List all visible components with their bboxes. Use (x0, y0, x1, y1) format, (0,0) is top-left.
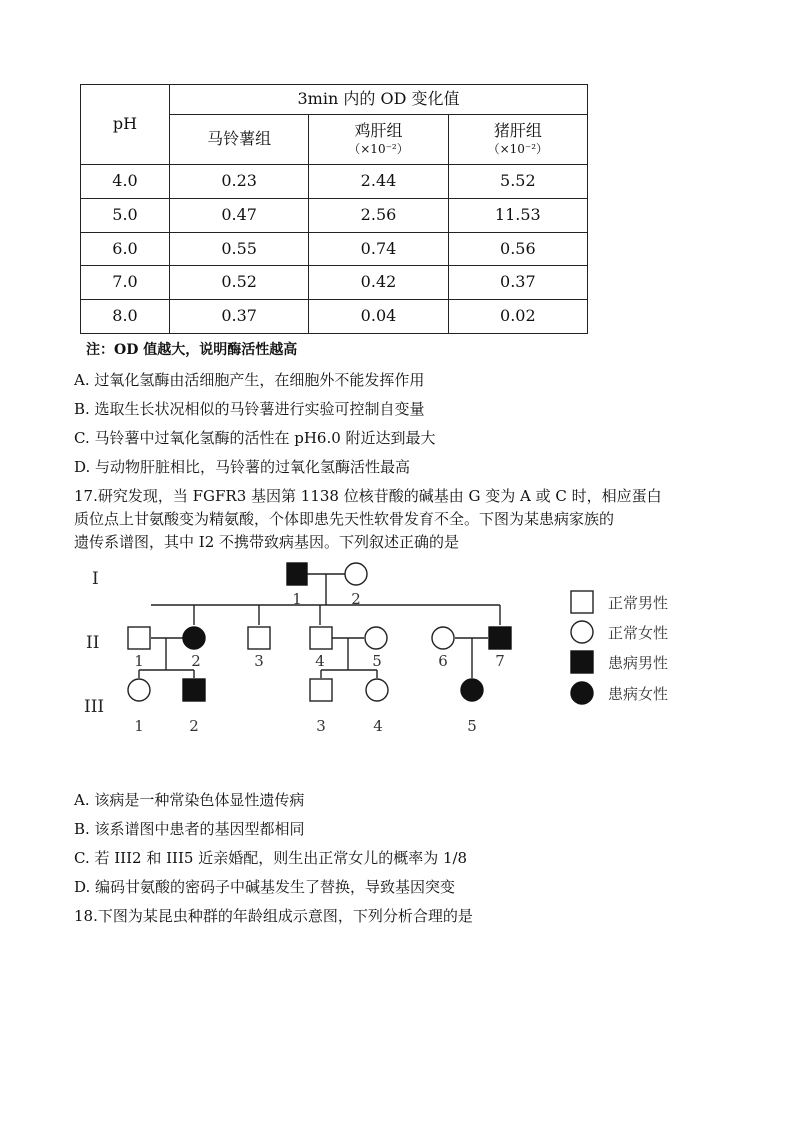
value-cell: 0.04 (309, 300, 448, 334)
normal-male-symbol (128, 627, 150, 649)
col-label: 鸡肝组 (354, 121, 403, 141)
table-row (81, 232, 588, 266)
normal-female-symbol (366, 679, 388, 701)
value-cell: 5.52 (448, 165, 587, 199)
col-pig-liver-header (448, 115, 587, 165)
value-cell: 0.42 (309, 266, 448, 300)
q17-option-b: B. 该系谱图中患者的基因型都相同 (74, 820, 305, 838)
pedigree-diagram (0, 560, 800, 750)
value-cell: 0.55 (170, 232, 309, 266)
table-row (81, 198, 588, 232)
affected-female-symbol (183, 627, 205, 649)
normal-female-symbol (365, 627, 387, 649)
individual-number: 1 (292, 590, 302, 608)
q17-option-d: D. 编码甘氨酸的密码子中碱基发生了替换，导致基因突变 (74, 878, 456, 896)
individual-number: 2 (191, 652, 201, 670)
generation-label: III (84, 697, 105, 717)
col-unit: （×10⁻²） (487, 142, 549, 157)
ph-cell: 7.0 (81, 266, 170, 300)
value-cell: 0.37 (448, 266, 587, 300)
q16-option-c: C. 马铃薯中过氧化氢酶的活性在 pH6.0 附近达到最大 (74, 429, 436, 447)
col-label: 猪肝组 (493, 121, 542, 141)
pedigree-svg (0, 560, 800, 750)
col-potato-header (170, 115, 309, 165)
normal-male-symbol (248, 627, 270, 649)
col-unit: （×10⁻²） (348, 142, 409, 157)
legend-normal-male-symbol (571, 591, 593, 613)
q18-stem: 18.下图为某昆虫种群的年龄组成示意图，下列分析合理的是 (74, 907, 473, 925)
generation-label: I (92, 569, 99, 589)
col-chicken-liver-header (309, 115, 448, 165)
individual-number: 7 (495, 652, 505, 670)
individual-number: 4 (373, 717, 383, 735)
value-cell: 0.02 (448, 300, 587, 334)
group-header: 3min 内的 OD 变化值 (170, 85, 588, 115)
individual-number: 6 (438, 652, 448, 670)
legend-normal-female-symbol (571, 621, 593, 643)
individual-number: 1 (134, 717, 144, 735)
q16-option-d: D. 与动物肝脏相比，马铃薯的过氧化氢酶活性最高 (74, 458, 411, 476)
value-cell: 0.52 (170, 266, 309, 300)
individual-number: 2 (351, 590, 361, 608)
individual-number: 5 (372, 652, 382, 670)
ph-header: pH (81, 85, 170, 165)
legend-normal-male-label: 正常男性 (608, 594, 669, 612)
q17-stem-line-3: 遗传系谱图，其中 I2 不携带致病基因。下列叙述正确的是 (74, 533, 460, 551)
affected-male-symbol (183, 679, 205, 701)
legend-affected-female-symbol (571, 682, 593, 704)
normal-female-symbol (345, 563, 367, 585)
q16-option-b: B. 选取生长状况相似的马铃薯进行实验可控制自变量 (74, 400, 425, 418)
value-cell: 0.37 (170, 300, 309, 334)
individual-number: 5 (467, 717, 477, 735)
ph-cell: 5.0 (81, 198, 170, 232)
table-row (81, 165, 588, 199)
normal-male-symbol (310, 679, 332, 701)
individual-number: 1 (134, 652, 144, 670)
value-cell: 0.23 (170, 165, 309, 199)
value-cell: 2.56 (309, 198, 448, 232)
q16-option-a: A. 过氧化氢酶由活细胞产生，在细胞外不能发挥作用 (74, 371, 425, 389)
ph-cell: 4.0 (81, 165, 170, 199)
affected-female-symbol (461, 679, 483, 701)
legend-affected-female-label: 患病女性 (608, 685, 669, 703)
normal-female-symbol (432, 627, 454, 649)
legend-affected-male-label: 患病男性 (608, 654, 669, 672)
ph-cell: 6.0 (81, 232, 170, 266)
value-cell: 11.53 (448, 198, 587, 232)
individual-number: 4 (315, 652, 325, 670)
pedigree-legend (571, 591, 668, 704)
col-label: 马铃薯组 (207, 129, 272, 149)
normal-male-symbol (310, 627, 332, 649)
normal-female-symbol (128, 679, 150, 701)
affected-male-symbol (287, 563, 307, 585)
value-cell: 0.56 (448, 232, 587, 266)
q17-stem-line-2: 质位点上甘氨酸变为精氨酸，个体即患先天性软骨发育不全。下图为某患病家族的 (74, 510, 615, 528)
value-cell: 0.74 (309, 232, 448, 266)
legend-normal-female-label: 正常女性 (608, 624, 669, 642)
value-cell: 2.44 (309, 165, 448, 199)
affected-male-symbol (489, 627, 511, 649)
table-row (81, 266, 588, 300)
individual-number: 3 (316, 717, 326, 735)
q17-stem-line-1: 17.研究发现，当 FGFR3 基因第 1138 位核苷酸的碱基由 G 变为 A 或 C 时，相应蛋白 (74, 487, 662, 505)
q17-option-c: C. 若 III2 和 III5 近亲婚配，则生出正常女儿的概率为 1/8 (74, 849, 468, 867)
legend-affected-male-symbol (571, 651, 593, 673)
od-table (80, 84, 588, 334)
q17-option-a: A. 该病是一种常染色体显性遗传病 (74, 791, 305, 809)
value-cell: 0.47 (170, 198, 309, 232)
ph-cell: 8.0 (81, 300, 170, 334)
individual-number: 3 (254, 652, 264, 670)
od-table-container (80, 84, 588, 334)
table-note: 注：OD 值越大，说明酶活性越高 (86, 342, 298, 358)
generation-label: II (86, 633, 100, 653)
individual-number: 2 (189, 717, 199, 735)
table-row (81, 300, 588, 334)
